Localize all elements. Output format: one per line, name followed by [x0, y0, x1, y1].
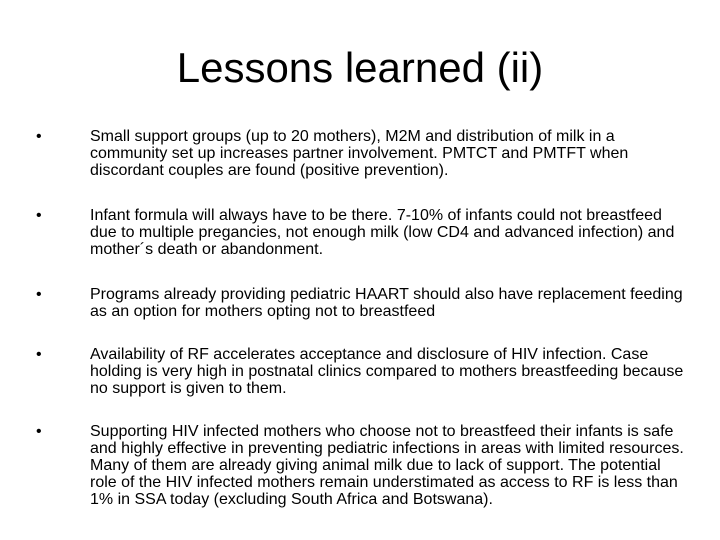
- bullet-text: Availability of RF accelerates acceptance and disclosure of HIV infection. Case holding is very high in postnatal clinics compared to mothers breastfeeding because no support is given to them.: [90, 346, 684, 397]
- bullet-text: Infant formula will always have to be there. 7-10% of infants could not breastfeed due to multiple pregancies, not enough milk (low CD4 and advanced infection) and mother´s death or abandonment.: [90, 207, 675, 258]
- bullet-point-icon: •: [36, 128, 42, 145]
- bullet-point-icon: •: [36, 207, 42, 224]
- bullet-point-icon: •: [36, 423, 42, 440]
- bullet-point-icon: •: [36, 346, 42, 363]
- bullet-text: Programs already providing pediatric HAART should also have replacement feeding as an option for mothers opting not to breastfeed: [90, 286, 683, 320]
- slide-title: Lessons learned (ii): [176, 44, 544, 91]
- bullet-text: Supporting HIV infected mothers who choose not to breastfeed their infants is safe and highly effective in preventing pediatric infections in areas with limited resources. Many of them are already giving animal milk due to lack of support. The potential role of the HIV infected mothers remain understimated as access to RF is less than 1% in SSA today (excluding South Africa and Botswana).: [90, 423, 684, 508]
- bullet-text: Small support groups (up to 20 mothers), M2M and distribution of milk in a community set up increases partner involvement. PMTCT and PMTFT when discordant couples are found (positive prevention).: [90, 128, 629, 179]
- bullet-point-icon: •: [36, 286, 42, 303]
